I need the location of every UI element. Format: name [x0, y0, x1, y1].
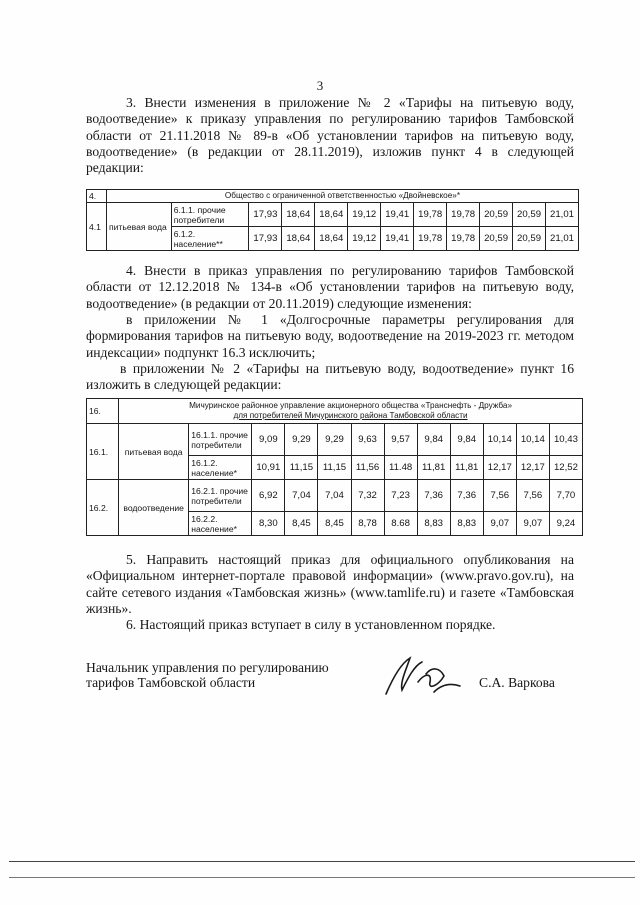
table-cell: 9,84 [450, 424, 483, 456]
table-cell: водоотведение [119, 480, 189, 536]
table-cell: 7,36 [417, 480, 450, 512]
table-cell: 19,78 [414, 227, 447, 251]
handwritten-signature [378, 652, 470, 700]
paragraph-5: 5. Направить настоящий приказ для официального опубликования на «Официальном интернет-портале правовой информации» (www.pravo.gov.ru), на сайте сетевого издания «Тамбовская жизнь» (www.tamlife.ru) и газете «Тамбовская жизнь». [86, 552, 574, 616]
table-cell: 18,64 [282, 227, 315, 251]
table-cell: 10,14 [516, 424, 549, 456]
page-number: 3 [316, 78, 324, 93]
table-cell: 19,78 [447, 227, 480, 251]
scan-divider [9, 861, 635, 862]
table-cell: 16.1. [87, 424, 119, 480]
table-cell: 18,64 [315, 203, 348, 227]
table-cell: 8,83 [417, 512, 450, 536]
table-row-label: 16.2.1. прочие потребители [189, 480, 252, 512]
table-cell: 20,59 [513, 203, 546, 227]
table-cell: 19,41 [381, 227, 414, 251]
table-row-label: 16.1.1. прочие потребители [189, 424, 252, 456]
table-cell: питьевая вода [106, 203, 171, 251]
table-cell: 10,14 [483, 424, 516, 456]
table-cell: 11,81 [417, 456, 450, 480]
paragraph-4-item-2: в приложении № 2 «Тарифы на питьевую воду, водоотведение» пункт 16 изложить в следующей редакции: [86, 361, 574, 393]
table-cell: 12,52 [549, 456, 582, 480]
table-cell: 9,09 [252, 424, 285, 456]
table-org-header: Общество с ограниченной ответственностью «Двойневское»* [106, 190, 578, 203]
table-cell: 9,57 [384, 424, 417, 456]
table-cell: 16. [87, 399, 119, 424]
signer-title-line-2: тарифов Тамбовской области [86, 674, 256, 690]
table-cell: 20,59 [480, 203, 513, 227]
table-cell: 11.48 [384, 456, 417, 480]
paragraph-4: 4. Внести в приказ управления по регулированию тарифов Тамбовской области от 12.12.2018 № 134-в «Об установлении тарифов на питьевую воду, водоотведение» (в редакции от 20.11.2019) следующие изменения: [86, 263, 574, 311]
table-row-label: 16.2.2. население* [189, 512, 252, 536]
table-cell: 7,04 [318, 480, 351, 512]
table-cell: 7,36 [450, 480, 483, 512]
table-cell: 6,92 [252, 480, 285, 512]
table-cell: 19,12 [348, 227, 381, 251]
table-cell: 9,63 [351, 424, 384, 456]
org-name: Мичуринское районное управление акционерного общества «Транснефть - Дружба» [189, 401, 512, 410]
table-cell: 8.68 [384, 512, 417, 536]
table-cell: 19,41 [381, 203, 414, 227]
table-cell: 9,24 [549, 512, 582, 536]
table-cell: 10,91 [252, 456, 285, 480]
table-row-label: 6.1.1. прочие потребители [171, 203, 249, 227]
signer-title-line-1: Начальник управления по регулированию [86, 660, 329, 675]
table-cell: 11,15 [318, 456, 351, 480]
table-row-label: 6.1.2. население** [171, 227, 249, 251]
table-cell: 17,93 [249, 227, 282, 251]
table-cell: 7,56 [483, 480, 516, 512]
table-cell: 21,01 [546, 227, 579, 251]
table-cell: питьевая вода [119, 424, 189, 480]
table-cell: 11,56 [351, 456, 384, 480]
table-cell: 18,64 [315, 227, 348, 251]
table-cell: 4.1 [87, 203, 107, 251]
org-scope: для потребителей Мичуринского района Тамбовской области [233, 411, 468, 420]
paragraph-3: 3. Внести изменения в приложение № 2 «Тарифы на питьевую воду, водоотведение» к приказу управления по регулированию тарифов Тамбовской области от 21.11.2018 № 89-в «Об установлении тарифов на питьевую воду, водоотведение» (в редакции от 28.11.2019), изложив пункт 4 в следующей редакции: [86, 95, 574, 176]
table-cell: 19,78 [414, 203, 447, 227]
table-cell: 8,45 [285, 512, 318, 536]
tariff-table-transneft [86, 398, 583, 536]
table-cell: 11,15 [285, 456, 318, 480]
table-cell: 12,17 [483, 456, 516, 480]
table-cell: 20,59 [480, 227, 513, 251]
table-cell: 17,93 [249, 203, 282, 227]
table-cell: 7,04 [285, 480, 318, 512]
table-cell: 9,29 [285, 424, 318, 456]
table-org-header [119, 399, 583, 424]
table-cell: 8,45 [318, 512, 351, 536]
table-cell: 7,32 [351, 480, 384, 512]
table-cell: 8,30 [252, 512, 285, 536]
table-cell: 8,83 [450, 512, 483, 536]
scan-divider [9, 877, 635, 878]
signer-name: С.А. Варкова [479, 675, 555, 690]
table-cell: 18,64 [282, 203, 315, 227]
table-cell: 10,43 [549, 424, 582, 456]
table-cell: 16.2. [87, 480, 119, 536]
table-cell: 19,78 [447, 203, 480, 227]
table-cell: 20,59 [513, 227, 546, 251]
table-cell: 8,78 [351, 512, 384, 536]
table-cell: 9,84 [417, 424, 450, 456]
signer-title [86, 661, 329, 690]
table-cell: 21,01 [546, 203, 579, 227]
table-cell: 12,17 [516, 456, 549, 480]
table-cell: 9,07 [483, 512, 516, 536]
paragraph-6: 6. Настоящий приказ вступает в силу в установленном порядке. [126, 617, 496, 632]
table-cell: 19,12 [348, 203, 381, 227]
table-cell: 7,56 [516, 480, 549, 512]
table-cell: 7,70 [549, 480, 582, 512]
table-cell: 7,23 [384, 480, 417, 512]
tariff-table-dvoynevskoe [86, 189, 579, 251]
table-row-label: 16.1.2. население* [189, 456, 252, 480]
table-cell: 9,29 [318, 424, 351, 456]
table-cell: 9,07 [516, 512, 549, 536]
table-cell: 4. [87, 190, 107, 203]
table-cell: 11,81 [450, 456, 483, 480]
paragraph-4-item-1: в приложении № 1 «Долгосрочные параметры регулирования для формирования тарифов на питьевую воду, водоотведение на 2019-2023 гг. методом индексации» подпункт 16.3 исключить; [86, 312, 574, 360]
